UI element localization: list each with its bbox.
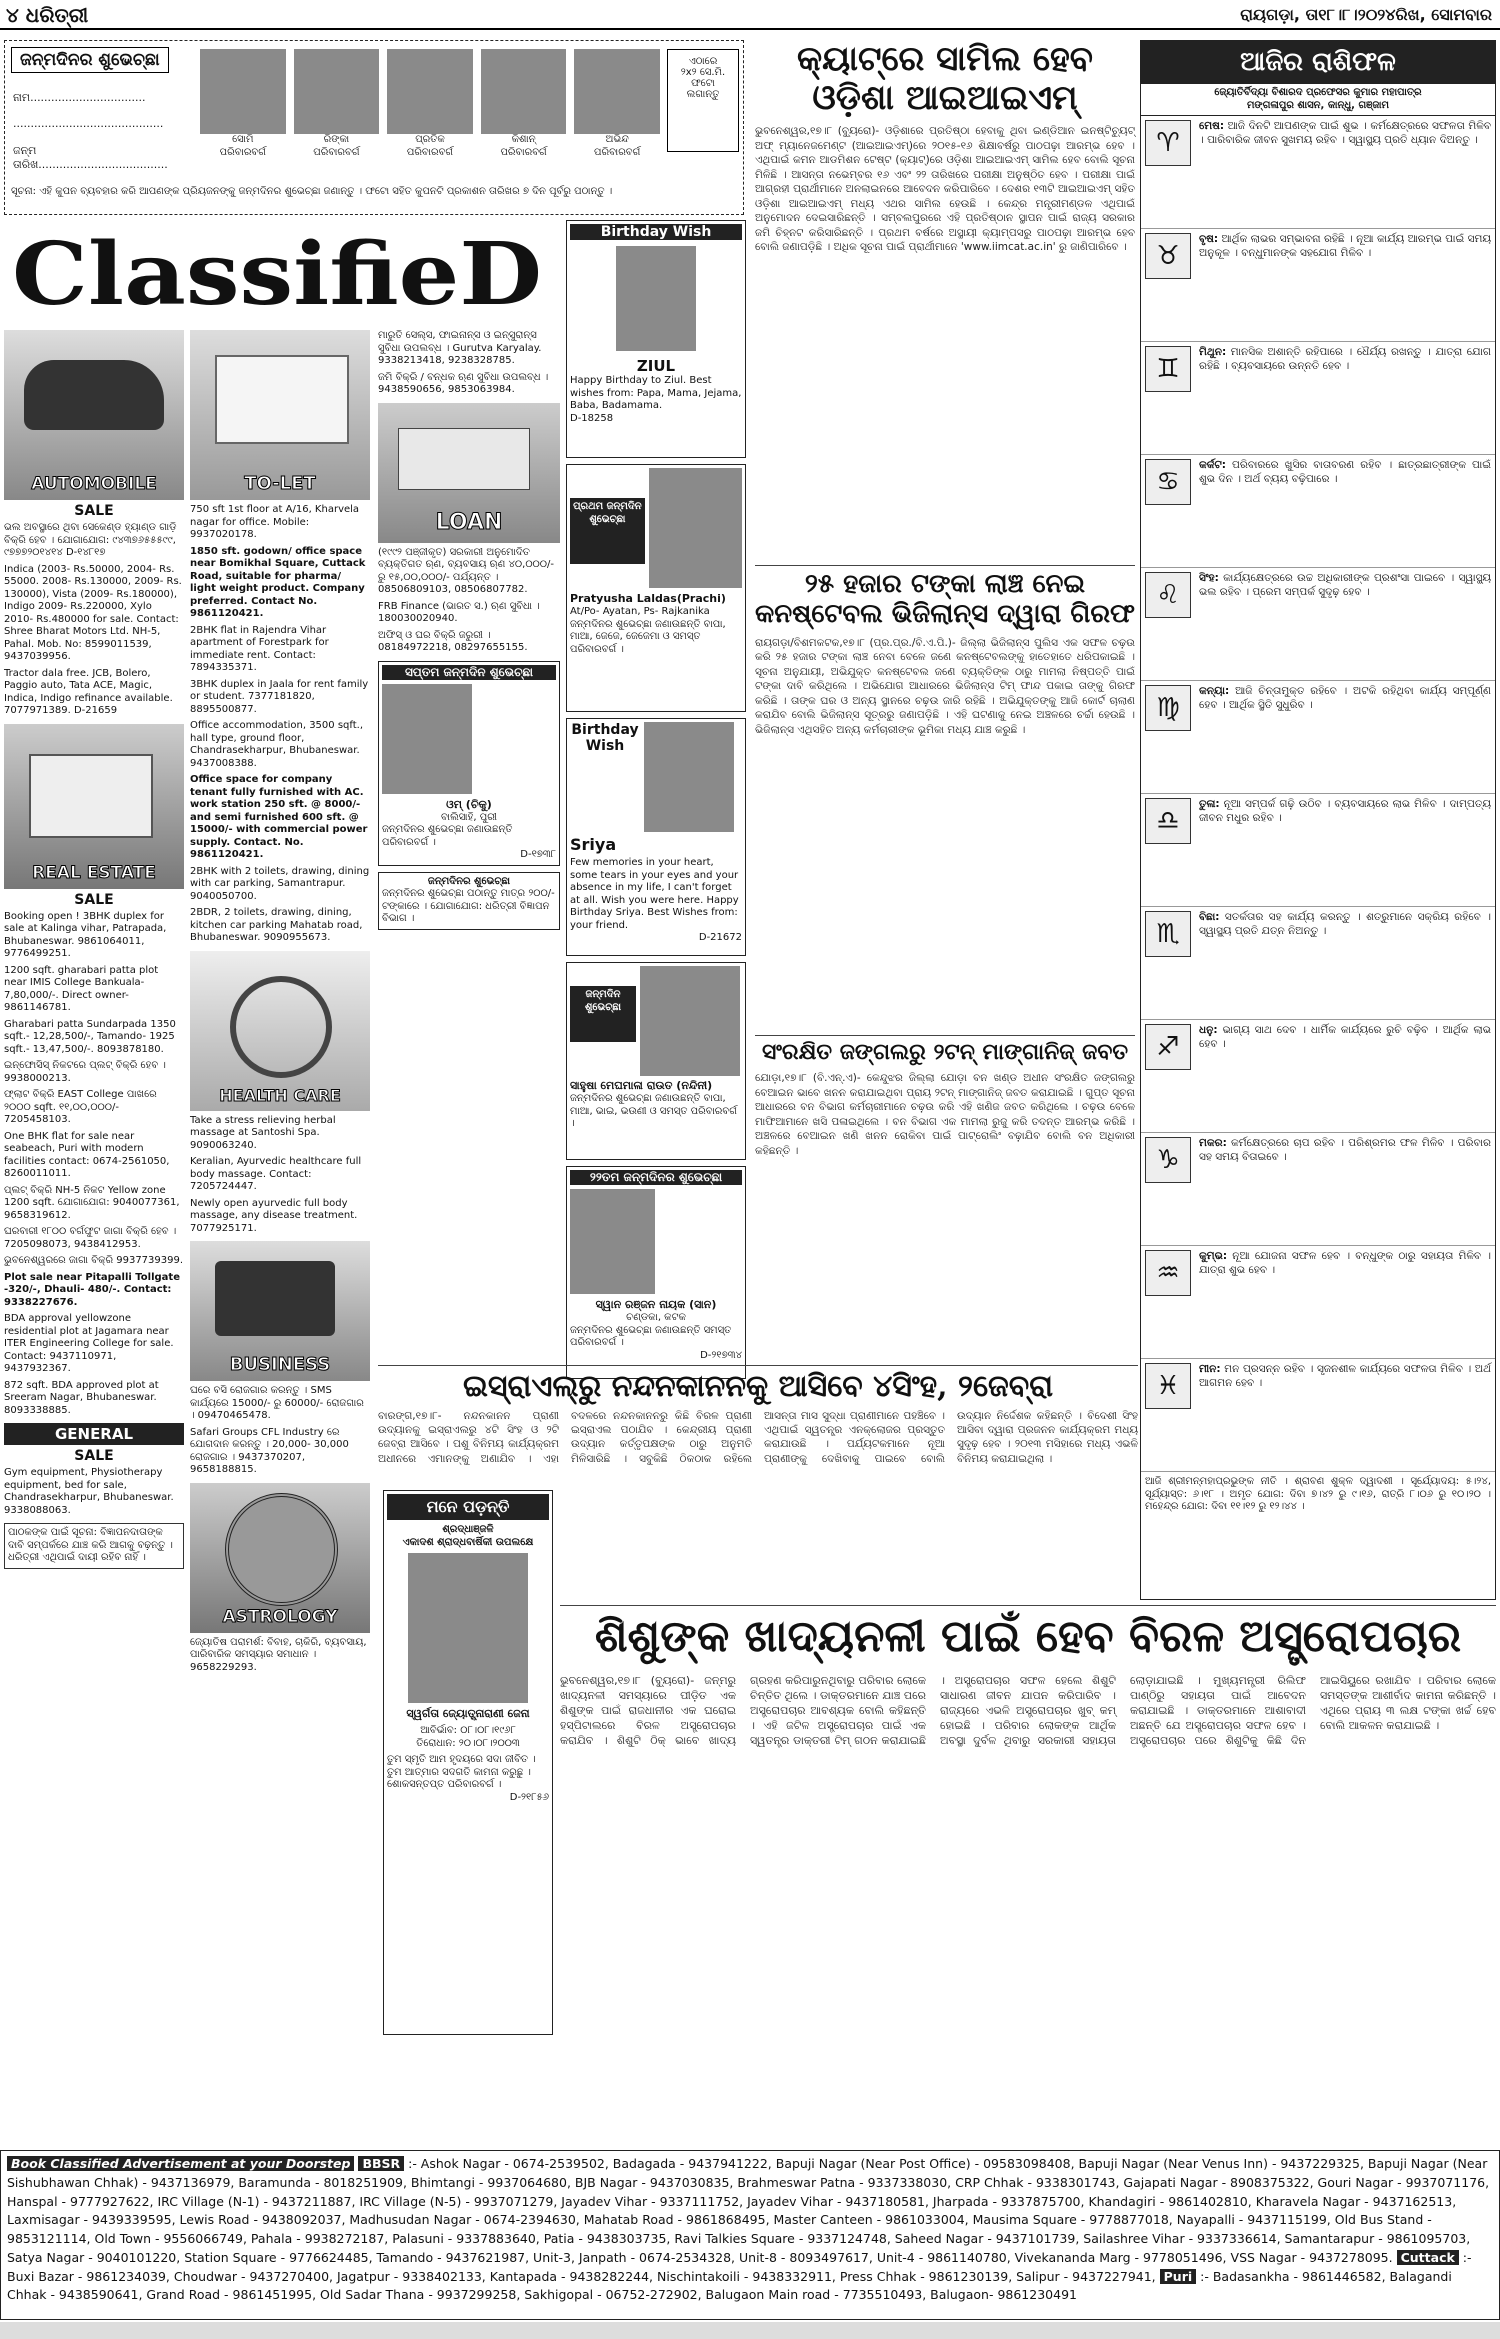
memorial-photo	[408, 1553, 528, 1703]
classified-ad: Safari Groups CFL Industry ରେ ଯୋଗଦାନ କରନ୍ତୁ । 20,000- 30,000 ରୋଜଗାର । 9437370207, 9658188815.	[190, 1426, 349, 1475]
ad-code: D-21672	[698, 932, 742, 943]
article-bribe	[755, 565, 1135, 1030]
wish-message: ଜନ୍ମଦିନର ଶୁଭେଚ୍ଛା ଜଣାଉଛନ୍ତି ସମସ୍ତ ପରିବାରବର୍ଗ ।	[570, 1324, 732, 1349]
memorial-subtitle: ଶ୍ରଦ୍ଧାଞ୍ଜଳି ଏକାଦଶ ଶ୍ରାଦ୍ଧବାର୍ଷିକୀ ଉପଲକ୍ଷେ	[402, 1524, 534, 1548]
horoscope-sign-text	[1195, 1359, 1495, 1471]
horoscope-signs	[1141, 116, 1495, 1472]
automobile-label: AUTOMOBILE	[31, 474, 157, 494]
wish-ziul	[566, 220, 746, 458]
wish-message: ଜନ୍ମଦିନର ଶୁଭେଚ୍ଛା ଜଣାଉଛନ୍ତି ପରିବାରବର୍ଗ ।	[382, 824, 513, 848]
zodiac-sign-forecast: କର୍ମକ୍ଷେତ୍ରରେ ଚାପ ରହିବ । ପରିଶ୍ରମର ଫଳ ମିଳିବ । ପରିବାର ସହ ସମୟ ବିତାଇବେ ।	[1199, 1137, 1491, 1164]
classified-ad: 1200 sqft. gharabari patta plot near IMIS College Bankuala- 7,80,000/-. Direct owner- 9861146781.	[4, 964, 159, 1013]
coupon-field-dob[interactable]: ଜନ୍ମ ତାରିଖ.....................................	[13, 143, 168, 171]
horoscope-sign-row	[1141, 229, 1495, 342]
wish-name: ଓମ୍ (ଚିକୁ)	[446, 797, 492, 811]
article-zoo	[378, 1365, 1138, 1490]
zodiac-sign-icon: ♐	[1145, 1024, 1191, 1070]
footer-puri-list: :- Badasankha - 9861446582, Balagandi Chhak - 9438590641, Grand Road - 9861451995, Old Sadar Thana - 9937299258, Sakhigopal - 06752-272902, Balugaon Main road - 7735510493, Balugaon- 9861230491	[7, 2268, 1452, 2303]
real-estate-label: REAL ESTATE	[32, 862, 156, 883]
article-headline: ୨୫ ହଜାର ଟଙ୍କା ଲାଞ୍ଚ ନେଇ କନଷ୍ଟେବଲ ଭିଜିଲାନ୍ସ ଦ୍ୱାରା ଗିରଫ	[755, 569, 1136, 629]
article-body: ଭୁବନେଶ୍ୱର,୧୭।୮ (ବ୍ୟୁରୋ)- ଜନ୍ମରୁ ଖାଦ୍ୟନଳୀ ସମସ୍ୟାରେ ପୀଡ଼ିତ ଏକ ଶିଶୁଙ୍କ ପାଇଁ ରାଜଧାନୀର ଏକ ଘରୋଇ ହସ୍ପିଟାଲରେ ବିରଳ ଅସ୍ତ୍ରୋପଚାର କରାଯିବ । ଶିଶୁଟି ଠିକ୍ ଭାବେ ଖାଦ୍ୟ ଗ୍ରହଣ କରିପାରୁନଥିବାରୁ ପରିବାର ଲୋକେ ଚିନ୍ତିତ ଥିଲେ । ଡାକ୍ତରମାନେ ଯାଞ୍ଚ ପରେ ଅସ୍ତ୍ରୋପଚାର ଆବଶ୍ୟକ ବୋଲି କହିଛନ୍ତି । ଏହି ଜଟିଳ ଅସ୍ତ୍ରୋପଚାର ପାଇଁ ଏକ ସ୍ୱତନ୍ତ୍ର ଡାକ୍ତରୀ ଟିମ୍ ଗଠନ କରାଯାଇଛି । ଅସ୍ତ୍ରୋପଚାର ସଫଳ ହେଲେ ଶିଶୁଟି ସାଧାରଣ ଜୀବନ ଯାପନ କରିପାରିବ । ରାଜ୍ୟରେ ଏଭଳି ଅସ୍ତ୍ରୋପଚାର ଖୁବ୍ କମ୍ ହୋଇଛି । ପରିବାର ଲୋକଙ୍କ ଆର୍ଥିକ ଅବସ୍ଥା ଦୁର୍ବଳ ଥିବାରୁ ସରକାରୀ ସହାୟତା ଲୋଡ଼ାଯାଇଛି । ମୁଖ୍ୟମନ୍ତ୍ରୀ ରିଲିଫ ପାଣ୍ଠିରୁ ସହାୟତା ପାଇଁ ଆବେଦନ କରାଯାଇଛି । ଡାକ୍ତରମାନେ ଆଶାବାଦୀ ଅଛନ୍ତି ଯେ ଅସ୍ତ୍ରୋପଚାର ସଫଳ ହେବ । ଅସ୍ତ୍ରୋପଚାର ପରେ ଶିଶୁଟିକୁ କିଛି ଦିନ ଆଇସିୟୁରେ ରଖାଯିବ । ପରିବାର ଲୋକେ ସମସ୍ତଙ୍କ ଆଶୀର୍ବାଦ କାମନା କରିଛନ୍ତି । ଏଥିରେ ପ୍ରାୟ ୩ ଲକ୍ଷ ଟଙ୍କା ଖର୍ଚ୍ଚ ହେବ ବୋଲି ଆକଳନ କରାଯାଇଛି ।	[560, 1673, 1496, 1748]
wish-photo	[570, 1189, 655, 1294]
zodiac-sign-icon: ♉	[1145, 233, 1191, 279]
zodiac-sign-name: ଧନୁ:	[1199, 1024, 1218, 1036]
wish-sana	[566, 1166, 746, 1379]
horoscope-sign-text	[1195, 455, 1495, 567]
wish-title: Birthday Wish	[571, 722, 639, 754]
classified-ad: Gym equipment, Physiotherapy equipment, bed for sale, Chandrasekharpur, Bhubaneswar. 9338088063.	[4, 1467, 174, 1516]
wish-sriya	[566, 718, 746, 956]
horoscope-sign-row	[1141, 1020, 1495, 1133]
astrology-label: ASTROLOGY	[222, 1606, 338, 1627]
classified-ad: ଅଫିସ୍ ଓ ଘର ବିକ୍ରି ଜରୁରୀ । 08184972218, 08297655155.	[378, 629, 528, 653]
classified-ad: ଜ୍ୟୋତିଷ ପରାମର୍ଶ: ବିବାହ, ଚାକିରି, ବ୍ୟବସାୟ, ପାରିବାରିକ ସମସ୍ୟାର ସମାଧାନ । 9658229293.	[190, 1636, 367, 1673]
to-let-banner	[190, 330, 370, 500]
classified-ad: ପ୍ଲଟ୍ ବିକ୍ରି NH-5 ନିକଟ Yellow zone 1200 sqft. ଯୋଗାଯୋଗ: 9040077361, 9658319612.	[4, 1184, 180, 1221]
ad-code: D-୨୧୭୩୪	[700, 1349, 742, 1361]
classified-ad: ମାରୁତି ସେଲ୍‌ସ, ଫାଇନାନ୍ସ ଓ ଇନ୍ସୁରାନ୍ସ ସୁବିଧା ଉପଲବ୍ଧ । Gurutva Karyalay. 9338213418, 9238328785.	[378, 330, 542, 366]
classified-ad: One BHK flat for sale near seabeach, Puri with modern facilities contact: 0674-2561050, 8260011011.	[4, 1130, 170, 1179]
automobile-banner	[4, 330, 184, 500]
currency-image	[398, 428, 530, 490]
classified-ad: BDA approval yellowzone residential plot at Jagamara near ITER Engineering College for sale. Contact: 9437110971, 9437932367.	[4, 1313, 174, 1374]
classified-ad: 3BHK duplex in Jaala for rent family or student. 7377181820, 8895500877.	[190, 678, 369, 715]
horoscope-sign-row	[1141, 342, 1495, 455]
horoscope-sign-row	[1141, 794, 1495, 907]
zodiac-sign-icon: ♍	[1145, 685, 1191, 731]
building-image	[215, 355, 349, 444]
wish-message: ଜନ୍ମଦିନର ଶୁଭେଚ୍ଛା ଜଣାଉଛନ୍ତି ବାପା, ମାଆ, ଜେଜେ, ଜେଜେମା ଓ ସମସ୍ତ ପରିବାରବର୍ଗ ।	[570, 618, 726, 655]
classified-ad: Gharabari patta Sundarpada 1350 sqft.- 12,28,500/-, Tamando- 1925 sqft.- 13,47,500/-. 8093878180.	[4, 1018, 176, 1055]
classified-ad: 2BHK with 2 toilets, drawing, dining with car parking, Samantrapur. 9040050700.	[190, 865, 370, 902]
coupon-photo: ପ୍ରତିକ ପରିବାରବର୍ଗ	[387, 49, 473, 179]
classified-ad: 750 sft 1st floor at A/16, Kharvela nagar for office. Mobile: 9937020178.	[190, 504, 360, 540]
memorial-notice	[383, 1490, 553, 2035]
wish-message: ଜନ୍ମଦିନର ଶୁଭେଚ୍ଛା ପଠାନ୍ତୁ ମାତ୍ର ୨୦୦/- ଟଙ୍କାରେ । ଯୋଗାଯୋଗ: ଧରିତ୍ରୀ ବିଜ୍ଞାପନ ବିଭାଗ ।	[382, 888, 555, 925]
classified-ad: ଫ୍ଲାଟ ବିକ୍ରି EAST College ପାଖରେ ୨୦୦୦ sqft. ୧୧,୦୦,୦୦୦/- 7205458103.	[4, 1089, 157, 1125]
article-surgery	[560, 1605, 1496, 2145]
zodiac-sign-name: କନ୍ୟା:	[1199, 685, 1230, 697]
coupon-field-blank[interactable]: ...........................................	[13, 117, 164, 131]
horoscope-sign-row	[1141, 907, 1495, 1020]
article-body: ଯୋଡ଼ା,୧୭।୮ (ବି.ଏନ୍.ଏ)- କେନ୍ଦୁଝର ଜିଲ୍ଲା ଯୋଡ଼ା ବନ ଖଣ୍ଡ ଅଧୀନ ସଂରକ୍ଷିତ ଜଙ୍ଗଲରୁ ବେଆଇନ ଭାବେ ଖନନ କରାଯାଇଥିବା ପ୍ରାୟ ୨ଟନ୍ ମାଙ୍ଗାନିଜ୍ ଜବତ କରାଯାଇଛି । ଗୁପ୍ତ ସୂଚନା ଆଧାରରେ ବନ ବିଭାଗ କର୍ମଚାରୀମାନେ ଚଢ଼ଉ କରି ଏହି ଖଣିଜ ଜବତ କରିଥିଲେ । ଚଢ଼ଉ ବେଳେ ମାଫିଆମାନେ ଖସି ପଳାଇଥିଲେ । ବନ ବିଭାଗ ଏକ ମାମଲା ରୁଜୁ କରି ତଦନ୍ତ ଆରମ୍ଭ କରିଛି । ଅଞ୍ଚଳରେ ବେଆଇନ ଖଣି ଖନନ ରୋକିବା ପାଇଁ ପାଟ୍ରୋଲିଂ ବଢ଼ାଯିବ ବୋଲି ବନ ଅଧିକାରୀ କହିଛନ୍ତି ।	[755, 1072, 1135, 1157]
astrology-banner	[190, 1483, 370, 1633]
horoscope-sign-row	[1141, 1359, 1495, 1472]
zodiac-sign-name: ମେଷ:	[1199, 120, 1225, 132]
wish-photo	[382, 684, 472, 794]
footer-city-puri: Puri	[1160, 2269, 1197, 2284]
horoscope-sign-text	[1195, 342, 1495, 454]
wish-message: ଜନ୍ମଦିନର ଶୁଭେଚ୍ଛା ଜଣାଉଛନ୍ତି ବାପା, ମାଆ, ଭାଇ, ଭଉଣୀ ଓ ସମସ୍ତ ପରିବାରବର୍ଗ ।	[570, 1093, 737, 1130]
wish-title: ଜନ୍ମଦିନର ଶୁଭେଚ୍ଛା	[427, 875, 511, 887]
horoscope-sign-row	[1141, 116, 1495, 229]
classified-ad: ଭଲ ଅବସ୍ଥାରେ ଥିବା ସେକେଣ୍ଡ ହ୍ୟାଣ୍ଡ ଗାଡ଼ି ବିକ୍ରି ହେବ । ଯୋଗାଯୋଗ: ୯୪୩୭୬୫୫୫୯୯, ୯୭୭୭୨୦୧୪୧୪ D-୧୪୮୧୭	[4, 522, 177, 558]
wish-title: Birthday Wish	[570, 224, 742, 240]
zodiac-sign-name: ସିଂହ:	[1199, 572, 1219, 584]
article-body: ରାୟଗଡ଼ା/ବିଶମକଟକ,୧୭।୮ (ପ୍ର.ପ୍ର./ବି.ଏ.ପି.)- ଜିଲ୍ଲା ଭିଜିଲାନ୍ସ ପୁଲିସ ଏକ ସଫଳ ଚଢ଼ଉ କରି ୨୫ ହଜାର ଟଙ୍କା ଲାଞ୍ଚ ନେବା ବେଳେ ଜଣେ କନଷ୍ଟେବଲଙ୍କୁ ହାତେହାତେ ଧରିପକାଇଛି । ସୂଚନା ଅନୁଯାୟୀ, ଅଭିଯୁକ୍ତ କନଷ୍ଟେବଲ ଜଣେ ବ୍ୟକ୍ତିଙ୍କ ଠାରୁ ମାମଲା ନିଷ୍ପତ୍ତି ପାଇଁ ଟଙ୍କା ଦାବି କରିଥିଲେ । ଅଭିଯୋଗ ଆଧାରରେ ଭିଜିଲାନ୍ସ ଟିମ୍ ଫାନ୍ଦ ପକାଇ ତାଙ୍କୁ ଗିରଫ କରିଛି । ତାଙ୍କ ଘର ଓ ଅନ୍ୟ ସ୍ଥାନରେ ଚଢ଼ଉ ଜାରି ରହିଛି । ଅଭିଯୁକ୍ତଙ୍କୁ ଆଜି କୋର୍ଟ ଚାଲାଣ କରାଯିବ ବୋଲି ଭିଜିଲାନ୍ସ ସୂତ୍ରରୁ ଜଣାପଡ଼ିଛି । ଏହି ଘଟଣାକୁ ନେଇ ଅଞ୍ଚଳରେ ଚର୍ଚ୍ଚା ହେଉଛି । ଭିଜିଲାନ୍ସ ଏଥିସହିତ ଅନ୍ୟ କର୍ମଚାରୀଙ୍କ ଭୂମିକା ମଧ୍ୟ ଯାଞ୍ଚ କରୁଛି ।	[755, 636, 1135, 736]
article-body: ଭୁବନେଶ୍ୱର,୧୭।୮ (ବ୍ୟୁରୋ)- ଓଡ଼ିଶାରେ ପ୍ରତିଷ୍ଠା ହେବାକୁ ଥିବା ଇଣ୍ଡିଆନ ଇନଷ୍ଟିଚ୍ୟୁଟ୍ ଅଫ୍ ମ୍ୟାନେଜମେଣ୍ଟ (ଆଇଆଇଏମ୍)ରେ ୨୦୧୫-୧୬ ଶିକ୍ଷାବର୍ଷରୁ ପାଠପଢ଼ା ଆରମ୍ଭ ହେବ । ଏଥିପାଇଁ କମନ ଆଡମିଶନ ଟେଷ୍ଟ (କ୍ୟାଟ୍)ରେ ଓଡ଼ିଶା ଆଇଆଇଏମ୍ ସାମିଲ ହେବ ବୋଲି ସୂଚନା ମିଳିଛି । ଆସନ୍ତା ନଭେମ୍ବର ୧୬ ଏବଂ ୨୨ ତାରିଖରେ ପରୀକ୍ଷା ଅନୁଷ୍ଠିତ ହେବ । ପରୀକ୍ଷା ପାଇଁ ଆଗ୍ରହୀ ପ୍ରାର୍ଥୀମାନେ ଅନଲାଇନରେ ଆବେଦନ କରିପାରିବେ । ଦେଶର ୧୩ଟି ଆଇଆଇଏମ୍ ସହିତ ଓଡ଼ିଶା ଆଇଆଇଏମ୍ ମଧ୍ୟ ଏଥର ସାମିଲ ହେଉଛି । କେନ୍ଦ୍ର ମନ୍ତ୍ରୀମଣ୍ଡଳ ଏଥିପାଇଁ ଅନୁମୋଦନ ଦେଇସାରିଛନ୍ତି । ସମ୍ବଲପୁରରେ ଏହି ପ୍ରତିଷ୍ଠାନ ସ୍ଥାପନ ପାଇଁ ରାଜ୍ୟ ସରକାର ଜମି ଚିହ୍ନଟ କରିସାରିଛନ୍ତି । ପ୍ରଥମ ବର୍ଷରେ ଅସ୍ଥାୟୀ କ୍ୟାମ୍ପସରୁ ପାଠପଢ଼ା ଆରମ୍ଭ ହେବ ବୋଲି ଜଣାପଡ଼ିଛି । ଅଧିକ ସୂଚନା ପାଇଁ ପ୍ରାର୍ଥୀମାନେ 'www.iimcat.ac.in' ରୁ ଜାଣିପାରିବେ ।	[755, 125, 1135, 254]
horoscope-sign-row	[1141, 1133, 1495, 1246]
wish-sahusa	[566, 962, 746, 1160]
loan-label: LOAN	[435, 509, 503, 535]
zodiac-wheel-icon	[225, 1493, 338, 1606]
zodiac-sign-icon: ♓	[1145, 1363, 1191, 1409]
article-headline: ଇସ୍ରାଏଲ୍‌ରୁ ନନ୍ଦନକାନନକୁ ଆସିବେ ୪ସିଂହ, ୨ଜେବ୍ରା	[462, 1369, 1054, 1404]
classified-ad: Take a stress relieving herbal massage at Santoshi Spa. 9090063240.	[190, 1114, 336, 1151]
horoscope-sign-row	[1141, 568, 1495, 681]
horoscope-sign-text	[1195, 1246, 1495, 1358]
zodiac-sign-forecast: ନୂଆ ଯୋଜନା ସଫଳ ହେବ । ବନ୍ଧୁଙ୍କ ଠାରୁ ସହାୟତା ମିଳିବ । ଯାତ୍ରା ଶୁଭ ହେବ ।	[1199, 1250, 1491, 1277]
health-care-banner	[190, 951, 370, 1111]
real-estate-banner	[4, 724, 184, 889]
coupon-photo: କିଶାନ୍ ପରିବାରବର୍ଗ	[481, 49, 567, 179]
to-let-label: TO-LET	[244, 473, 316, 494]
footer-vss: VSS Nagar - 9437278095.	[1230, 2249, 1393, 2265]
coupon-photo: ଅଭିନ୍ଦ ପରିବାରବର୍ଗ	[574, 49, 660, 179]
coupon-photo: ରିଙ୍କା ପରିବାରବର୍ଗ	[294, 49, 380, 179]
classified-ad: (୧୯୯୨ ପଞ୍ଜୀକୃତ) ସରକାରୀ ଅନୁମୋଦିତ ବ୍ୟକ୍ତିଗତ ଋଣ, ବ୍ୟବସାୟ ଋଣ ୪୦,୦୦୦/- ରୁ ୧୫,୦୦,୦୦୦/- ପର୍ଯ୍ୟନ୍ତ । 08506809103, 08506807782.	[378, 546, 555, 595]
zodiac-sign-name: କର୍କଟ:	[1199, 459, 1226, 471]
horoscope-sign-row	[1141, 455, 1495, 568]
bottom-strip	[0, 2322, 1500, 2339]
zodiac-sign-forecast: ମନ ପ୍ରସନ୍ନ ରହିବ । ସୃଜନଶୀଳ କାର୍ଯ୍ୟରେ ସଫଳତା ମିଳିବ । ଅର୍ଥ ଆଗମନ ହେବ ।	[1199, 1363, 1491, 1390]
wish-title: ସପ୍ତମ ଜନ୍ମଦିନ ଶୁଭେଚ୍ଛା	[382, 665, 556, 680]
horoscope-place: ମଙ୍ଗଳାପୁର ଶାସନ, କାନ୍ଧୁ, ଗଞ୍ଜାମ	[1141, 100, 1495, 117]
zodiac-sign-name: ମୀନ:	[1199, 1363, 1221, 1375]
classified-ad: 1850 sft. godown/ office space near Bomikhal Square, Cuttack Road, suitable for pharma/ light weight product. Company preferred. Contact No. 9861120421.	[190, 545, 366, 619]
footer-bbsr-list: :- Ashok Nagar - 0674-2539502, Badagada - 9437941222, Bapuji Nagar (Near Post Office) - 09583098408, Bapuji Nagar (Near Venus Inn) - 9437229325, Bapuji Nagar (Near Sishubhawan Chhak) - 9437136979, Baramunda - 8018251909, Bhimtangi - 9937064680, BJB Nagar - 9437030835, Brahmeswar Patna - 9337338030, CRP Chhak - 9338301743, Gajapati Nagar - 8908375322, Gouri Nagar - 9937071176, Hanspal - 9777927622, IRC Village (N-1) - 9437211887, IRC Village (N-5) - 9937071279, Jayadev Vihar - 9337111752, Jayadev Vihar - 9437180581, Jharpada - 9337875700, Khandagiri - 9861402810, Kharavela Nagar - 9437162513, Laxmisagar - 9439339595, Lewis Road - 9438092037, Madhusudan Nagar - 0674-2394630, Mahatab Road - 9861868495, Master Canteen - 9861033004, Mausima Square - 9778877018, Nayapalli - 9437115199, Old Bus Stand - 9853121114, Old Town - 9556066749, Pahala - 9938272187, Palasuni - 9337883640, Patia - 9438303735, Ravi Talkies Square - 9337124748, Saheed Nagar - 9437101739, Sailashree Vihar - 9337336614, Samantarapur - 9861095703, Satya Nagar - 9040101220, Station Square - 9776624485, Tamando - 9437621987, Unit-3, Janpath - 0674-2534328, Unit-8 - 8093497617, Unit-4 - 9861140780, Vivekananda Marg - 9778051496,	[7, 2156, 1490, 2265]
wish-name: ZIUL	[636, 357, 676, 375]
horoscope-sign-text	[1195, 229, 1495, 341]
wish-name: Sriya	[570, 835, 617, 854]
horoscope-sign-text	[1195, 1133, 1495, 1245]
classified-ad: FRB Finance (ଭାରତ ସ.) ଋଣ ସୁବିଧା । 180030020940.	[378, 600, 540, 624]
horoscope-sign-text	[1195, 907, 1495, 1019]
horoscope-panel	[1140, 40, 1496, 1600]
coupon-fields	[13, 91, 193, 172]
ad-code: D-18258	[570, 412, 614, 424]
wish-name: Pratyusha Laldas(Prachi)	[570, 592, 726, 605]
classified-logo	[4, 222, 552, 325]
real-estate-section: SALE	[74, 891, 114, 908]
zodiac-sign-icon: ♋	[1145, 459, 1191, 505]
wishes-column	[566, 220, 746, 1361]
zodiac-sign-icon: ♎	[1145, 798, 1191, 844]
zodiac-sign-icon: ♑	[1145, 1137, 1191, 1183]
classified-ad: Keralian, Ayurvedic healthcare full body massage. Contact: 7205724447.	[190, 1156, 362, 1192]
automobile-section: SALE	[74, 503, 114, 519]
horoscope-sign-text	[1195, 681, 1495, 793]
article-iim	[755, 40, 1135, 560]
zodiac-sign-forecast: ପରିବାରରେ ଖୁସିର ବାତାବରଣ ରହିବ । ଛାତ୍ରଛାତ୍ରୀଙ୍କ ପାଇଁ ଶୁଭ ଦିନ । ଅର୍ଥ ବ୍ୟୟ ବଢ଼ିପାରେ ।	[1199, 459, 1491, 486]
article-headline: କ୍ୟାଟ୍‌ରେ ସାମିଲ ହେବ ଓଡ଼ିଶା ଆଇଆଇଏମ୍	[797, 39, 1093, 119]
classified-ad: ଘରେ ବସି ରୋଜଗାର କରନ୍ତୁ । SMS କାର୍ଯ୍ୟରେ 15000/- ରୁ 60000/- ରୋଜଗାର । 09470465478.	[190, 1385, 364, 1421]
house-image	[29, 754, 153, 838]
page-header	[0, 0, 1500, 30]
classified-ad: Office space for company tenant fully furnished with AC. work station 250 sft. @ 8000/- and semi furnished 600 sft. @ 15000/- with commercial power supply. Contact. No. 9861120421.	[190, 774, 368, 860]
zodiac-sign-forecast: ନୂଆ ସମ୍ପର୍କ ଗଢ଼ି ଉଠିବ । ବ୍ୟବସାୟରେ ଲାଭ ମିଳିବ । ଦାମ୍ପତ୍ୟ ଜୀବନ ମଧୁର ରହିବ ।	[1199, 798, 1491, 825]
zodiac-sign-forecast: ଆଜି ଦିନଟି ଆପଣଙ୍କ ପାଇଁ ଶୁଭ । କର୍ମକ୍ଷେତ୍ରରେ ସଫଳତା ମିଳିବ । ପାରିବାରିକ ଜୀବନ ସୁଖମୟ ରହିବ । ସ୍ୱାସ୍ଥ୍ୟ ପ୍ରତି ଧ୍ୟାନ ଦିଅନ୍ତୁ ।	[1199, 120, 1491, 147]
horoscope-sign-row	[1141, 681, 1495, 794]
wish-place: ଚଣ୍ଡକା, କଟକ	[626, 1312, 686, 1324]
footer-heading: Book Classified Advertisement at your Doorstep	[7, 2156, 354, 2171]
memorial-title: ମନେ ପଡ଼ନ୍ତି	[387, 1494, 549, 1520]
zodiac-sign-icon: ♒	[1145, 1250, 1191, 1296]
footer-city-cuttack: Cuttack	[1397, 2250, 1459, 2265]
wish-place: ବାଲିସାହି, ପୁରୀ	[440, 811, 498, 823]
wish-title: ଜନ୍ମଦିନ ଶୁଭେଚ୍ଛା	[570, 986, 636, 1042]
horoscope-sign-row	[1141, 1246, 1495, 1359]
memorial-name: ସ୍ୱର୍ଗତା ଜ୍ୟୋତ୍ସ୍ନାରାଣୀ ଜେନା	[406, 1707, 530, 1720]
article-manganese	[755, 1035, 1135, 1360]
booking-footer	[0, 2150, 1500, 2320]
classified-ad: ଜମି ବିକ୍ରି / ବନ୍ଧକ ଋଣ ସୁବିଧା ଉପଲବ୍ଧ । 9438590656, 9853063984.	[378, 371, 549, 395]
wish-photo	[616, 246, 696, 351]
wish-name: ସ୍ୱାନ ରଞ୍ଜନ ନାୟକ (ସାନ)	[595, 1298, 717, 1311]
zodiac-sign-icon: ♊	[1145, 346, 1191, 392]
wish-name: ସାହୁଷା ମେଘମାଳା ରାଉତ (ନନ୍ଦିନୀ)	[570, 1079, 713, 1092]
zodiac-sign-name: କୁମ୍ଭ:	[1199, 1250, 1228, 1262]
horoscope-author: ଜ୍ୟୋତିର୍ବିଦ୍ୟା ବିଶାରଦ ପ୍ରଫେସର କୁମାର ମହାପାତ୍ର	[1214, 87, 1422, 98]
coupon-size-box: ଏଠାରେ ୨x୨ ସେ.ମି. ଫଟୋ ଲଗାନ୍ତୁ	[667, 49, 739, 152]
zodiac-sign-name: ବିଛା:	[1199, 911, 1220, 923]
zodiac-sign-icon: ♈	[1145, 120, 1191, 166]
zodiac-sign-name: ବୃଷ:	[1199, 233, 1219, 245]
article-headline: ଶିଶୁଙ୍କ ଖାଦ୍ୟନଳୀ ପାଇଁ ହେବ ବିରଳ ଅସ୍ତ୍ରୋପଚାର	[594, 1611, 1462, 1662]
classified-ad: ଘରବାରୀ ୧୮୦୦ ବର୍ଗଫୁଟ ଜାଗା ବିକ୍ରି ହେବ । 7205098073, 9438412953.	[4, 1226, 177, 1250]
classified-ad: Tractor dala free. JCB, Bolero, Paggio auto, Tata ACE, Magic, Indica, Indigo refinance available. 7077971389. D-21659	[4, 667, 173, 716]
birthday-coupon	[4, 40, 744, 215]
coupon-photos	[200, 49, 660, 179]
zodiac-sign-name: ତୁଳା:	[1199, 798, 1220, 810]
business-label: BUSINESS	[229, 1354, 331, 1375]
coupon-title: ଜନ୍ମଦିନର ଶୁଭେଚ୍ଛା	[11, 47, 169, 73]
horoscope-title: ଆଜିର ରାଶିଫଳ	[1141, 41, 1495, 84]
loan-banner	[378, 403, 560, 543]
zodiac-sign-icon: ♌	[1145, 572, 1191, 618]
panjika-text: ଆଜି ଶ୍ରୀମନ୍ମହାପ୍ରଭୁଙ୍କ ନୀତି । ଶ୍ରାବଣ ଶୁକ୍ଳ ଦ୍ୱାଦଶୀ । ସୂର୍ଯ୍ୟୋଦୟ: ୫।୨୪, ସୂର୍ଯ୍ୟାସ୍ତ: ୬।୧୮ । ଅମୃତ ଯୋଗ: ଦିବା ୭।୪୨ ରୁ ୯।୧୬, ରାତ୍ରି ୮।୦୬ ରୁ ୧୦।୨୦ । ମହେନ୍ଦ୍ର ଯୋଗ: ଦିବା ୧୧।୧୨ ରୁ ୧୨।୪୪ ।	[1145, 1476, 1491, 1512]
wish-title: ପ୍ରଥମ ଜନ୍ମଦିନ ଶୁଭେଚ୍ଛା	[570, 498, 645, 564]
memorial-dates: ଆବିର୍ଭାବ: ୦୮।୦୮।୧୯୬୮ ତିରୋଧାନ: ୨୦।୦୮।୨୦୦୩	[416, 1725, 520, 1749]
zodiac-sign-forecast: ସତର୍କତାର ସହ କାର୍ଯ୍ୟ କରନ୍ତୁ । ଶତ୍ରୁମାନେ ସକ୍ରିୟ ରହିବେ । ସ୍ୱାସ୍ଥ୍ୟ ପ୍ରତି ଯତ୍ନ ନିଅନ୍ତୁ ।	[1199, 911, 1491, 938]
classified-ad: 872 sqft. BDA approved plot at Sreeram Nagar, Bhubaneswar. 8093338885.	[4, 1379, 159, 1416]
zodiac-sign-forecast: ମାନସିକ ଅଶାନ୍ତି ରହିପାରେ । ଧୈର୍ଯ୍ୟ ରଖନ୍ତୁ । ଯାତ୍ରା ଯୋଗ ରହିଛି । ବ୍ୟବସାୟରେ ଉନ୍ନତି ହେବ ।	[1199, 346, 1491, 373]
classified-ad: Booking open ! 3BHK duplex for sale at Kalinga vihar, Patrapada, Bhubaneswar. 9861064011, 9776499251.	[4, 910, 167, 959]
health-care-label: HEALTH CARE	[219, 1085, 341, 1105]
classified-ad: Newly open ayurvedic full body massage, any disease treatment. 7077925171.	[190, 1197, 358, 1234]
wish-message: Happy Birthday to Ziul. Best wishes from: Papa, Mama, Jejama, Baba, Badamama.	[570, 375, 742, 411]
zodiac-sign-icon: ♏	[1145, 911, 1191, 957]
briefcase-icon	[215, 1261, 335, 1336]
wish-photo	[644, 722, 734, 832]
classified-ad: ଇନ୍ଫୋସିସ୍ ନିକଟରେ ପ୍ଲଟ୍ ବିକ୍ରି ହେବ । 9938000213.	[4, 1060, 166, 1084]
business-banner	[190, 1241, 370, 1381]
horoscope-sign-text	[1195, 794, 1495, 906]
second-column	[190, 330, 370, 2145]
left-column	[4, 330, 184, 2145]
wish-place: At/Po- Ayatan, Ps- Rajkanika	[570, 606, 710, 618]
wish-photo	[649, 468, 742, 588]
general-section: SALE	[74, 1448, 114, 1464]
horoscope-sign-text	[1195, 116, 1495, 228]
svg-text:ClassifieD: ClassifieD	[12, 224, 542, 325]
classified-logo-art	[4, 222, 552, 325]
wish-title: ୨୨ତମ ଜନ୍ମଦିନର ଶୁଭେଚ୍ଛା	[570, 1170, 742, 1185]
article-headline: ସଂରକ୍ଷିତ ଜଙ୍ଗଲରୁ ୨ଟନ୍ ମାଙ୍ଗାନିଜ୍ ଜବତ	[761, 1039, 1129, 1065]
wish-message: Few memories in your heart, some tears in your eyes and your absence in my life, I can't forget at all. Wish you were here. Happy Birthday Sriya. Best Wishes from: your friend.	[570, 857, 739, 931]
car-image	[24, 360, 164, 430]
memorial-message: ତୁମ ସ୍ମୃତି ଆମ ହୃଦୟରେ ସଦା ଜୀବିତ । ତୁମ ଆତ୍ମାର ସଦଗତି କାମନା କରୁଛୁ । ଶୋକସନ୍ତପ୍ତ ପରିବାରବର୍ଗ ।	[387, 1754, 536, 1791]
classified-ad: Office accommodation, 3500 sqft., hall type, ground floor, Chandrasekharpur, Bhubaneswar. 9437008388.	[190, 720, 364, 769]
coupon-note: ସୂଚନା: ଏହି କୁପନ ବ୍ୟବହାର କରି ଆପଣଙ୍କ ପ୍ରିୟଜନଙ୍କୁ ଜନ୍ମଦିନର ଶୁଭେଚ୍ଛା ଜଣାନ୍ତୁ । ଫଟୋ ସହିତ କୁପନଟି ପ୍ରକାଶନ ତାରିଖର ୭ ଦିନ ପୂର୍ବରୁ ପଠାନ୍ତୁ ।	[11, 186, 613, 197]
page-label: ୪ ଧରିତ୍ରୀ	[6, 3, 89, 27]
zodiac-sign-forecast: ଆର୍ଥିକ ଲାଭର ସମ୍ଭାବନା ରହିଛି । ନୂଆ କାର୍ଯ୍ୟ ଆରମ୍ଭ ପାଇଁ ସମୟ ଅନୁକୂଳ । ବନ୍ଧୁମାନଙ୍କ ସହଯୋଗ ମିଳିବ ।	[1199, 233, 1491, 260]
footer-city-bbsr: BBSR	[358, 2156, 404, 2171]
ad-code: D-୨୧୮୫୬	[509, 1791, 549, 1803]
coupon-field-name[interactable]: ନାମ.................................	[13, 91, 146, 104]
wish-pratyusha	[566, 464, 746, 712]
zodiac-sign-forecast: ଭାଗ୍ୟ ସାଥ ଦେବ । ଧାର୍ମିକ କାର୍ଯ୍ୟରେ ରୁଚି ବଢ଼ିବ । ଆର୍ଥିକ ଲାଭ ହେବ ।	[1199, 1024, 1491, 1051]
footer-cuttack-list: :- Buxi Bazar - 9861234039, Choudwar - 9437270400, Jagatpur - 9338402133, Kantapada - 9438282244, Nischintakoili - 9438332911, Press Chhak - 9861230139, Salipur - 9437227941,	[7, 2249, 1472, 2284]
classified-ad: 2BHK flat in Rajendra Vihar apartment of Forestpark for immediate rent. Contact: 7894335371.	[190, 624, 329, 673]
general-banner: GENERAL	[4, 1423, 184, 1445]
dateline: ରାୟଗଡ଼ା, ତା୧୮।୮।୨୦୨୪ରିଖ, ସୋମବାର	[1240, 5, 1492, 24]
classified-ad: ଭୁବନେଶ୍ୱରରେ ଜାଗା ବିକ୍ରି 9937739399.	[4, 1255, 184, 1266]
horoscope-sign-text	[1195, 568, 1495, 680]
classified-ad: Plot sale near Pitapalli Tollgate -320/-, Dhauli- 480/-. Contact: 9338227676.	[4, 1271, 180, 1308]
ad-code: D-୧୭୩୮	[520, 849, 556, 861]
article-body: ବାରଙ୍ଗ,୧୭।୮- ନନ୍ଦନକାନନ ପ୍ରାଣୀ ଉଦ୍ୟାନକୁ ଇସ୍ରାଏଲରୁ ୪ଟି ସିଂହ ଓ ୨ଟି ଜେବ୍ରା ଆସିବେ । ପଶୁ ବିନିମୟ କାର୍ଯ୍ୟକ୍ରମ ଅଧୀନରେ ଏମାନଙ୍କୁ ଅଣାଯିବ । ଏହା ବଦଳରେ ନନ୍ଦନକାନନରୁ କିଛି ବିରଳ ପ୍ରାଣୀ ଇସ୍ରାଏଲ ପଠାଯିବ । କେନ୍ଦ୍ରୀୟ ପ୍ରାଣୀ ଉଦ୍ୟାନ କର୍ତ୍ତୃପକ୍ଷଙ୍କ ଠାରୁ ଅନୁମତି ମିଳିସାରିଛି । ସବୁକିଛି ଠିକଠାକ ରହିଲେ ଆସନ୍ତା ମାସ ସୁଦ୍ଧା ପ୍ରାଣୀମାନେ ପହଞ୍ଚିବେ । ଏଥିପାଇଁ ସ୍ୱତନ୍ତ୍ର ଏନକ୍ଲୋଜର ପ୍ରସ୍ତୁତ କରାଯାଉଛି । ପର୍ଯ୍ୟଟକମାନେ ନୂଆ ପ୍ରାଣୀଙ୍କୁ ଦେଖିବାକୁ ପାଇବେ ବୋଲି ଉଦ୍ୟାନ ନିର୍ଦ୍ଦେଶକ କହିଛନ୍ତି । ବିଦେଶୀ ସିଂହ ଆସିବା ଦ୍ୱାରା ପ୍ରଜନନ କାର୍ଯ୍ୟକ୍ରମ ମଧ୍ୟ ସୁଦୃଢ଼ ହେବ । ୨୦୧୩ ମସିହାରେ ମଧ୍ୟ ଏଭଳି ବିନିମୟ କରାଯାଇଥିଲା ।	[378, 1409, 1138, 1465]
horoscope-sign-text	[1195, 1020, 1495, 1132]
zodiac-sign-name: ମକର:	[1199, 1137, 1227, 1149]
zodiac-sign-forecast: କାର୍ଯ୍ୟକ୍ଷେତ୍ରରେ ଉଚ୍ଚ ଅଧିକାରୀଙ୍କ ପ୍ରଶଂସା ପାଇବେ । ସ୍ୱାସ୍ଥ୍ୟ ଭଲ ରହିବ । ପ୍ରେମ ସମ୍ପର୍କ ସୁଦୃଢ଼ ହେବ ।	[1199, 572, 1492, 599]
wish-photo	[640, 966, 740, 1076]
zodiac-sign-forecast: ଆଜି ଚିନ୍ତାମୁକ୍ତ ରହିବେ । ଅଟକି ରହିଥିବା କାର୍ଯ୍ୟ ସମ୍ପୂର୍ଣ୍ଣ ହେବ । ଆର୍ଥିକ ସ୍ଥିତି ସୁଧୁରିବ ।	[1199, 685, 1491, 712]
reader-notice: ପାଠକଙ୍କ ପାଇଁ ସୂଚନା: ବିଜ୍ଞାପନଦାତାଙ୍କ ଦାବି ସମ୍ପର୍କରେ ଯାଞ୍ଚ କରି ଆଗକୁ ବଢ଼ନ୍ତୁ । ଧରିତ୍ରୀ ଏଥିପାଇଁ ଦାୟୀ ରହିବ ନାହିଁ ।	[4, 1523, 184, 1569]
classified-ad: 2BDR, 2 toilets, drawing, dining, kitchen car parking Mahatab road, Bhubaneswar. 9090955673.	[190, 907, 363, 943]
coupon-photo: ସୋମି ପରିବାରବର୍ଗ	[200, 49, 286, 179]
classified-ad: Indica (2003- Rs.50000, 2004- Rs. 55000. 2008- Rs.130000, 2009- Rs. 130000), Vista (2009- Rs.180000), Indigo 2009- Rs.220000, Xylo 2010- Rs.480000 for sale. Contact: Shree Bharat Motors Ltd. NH-5, Pahal. Mob. No: 8599011539, 9437039956.	[4, 563, 182, 662]
stethoscope-icon	[230, 976, 332, 1078]
wish-om	[378, 661, 560, 866]
zodiac-sign-name: ମିଥୁନ:	[1199, 346, 1227, 358]
wish-small	[378, 872, 560, 930]
